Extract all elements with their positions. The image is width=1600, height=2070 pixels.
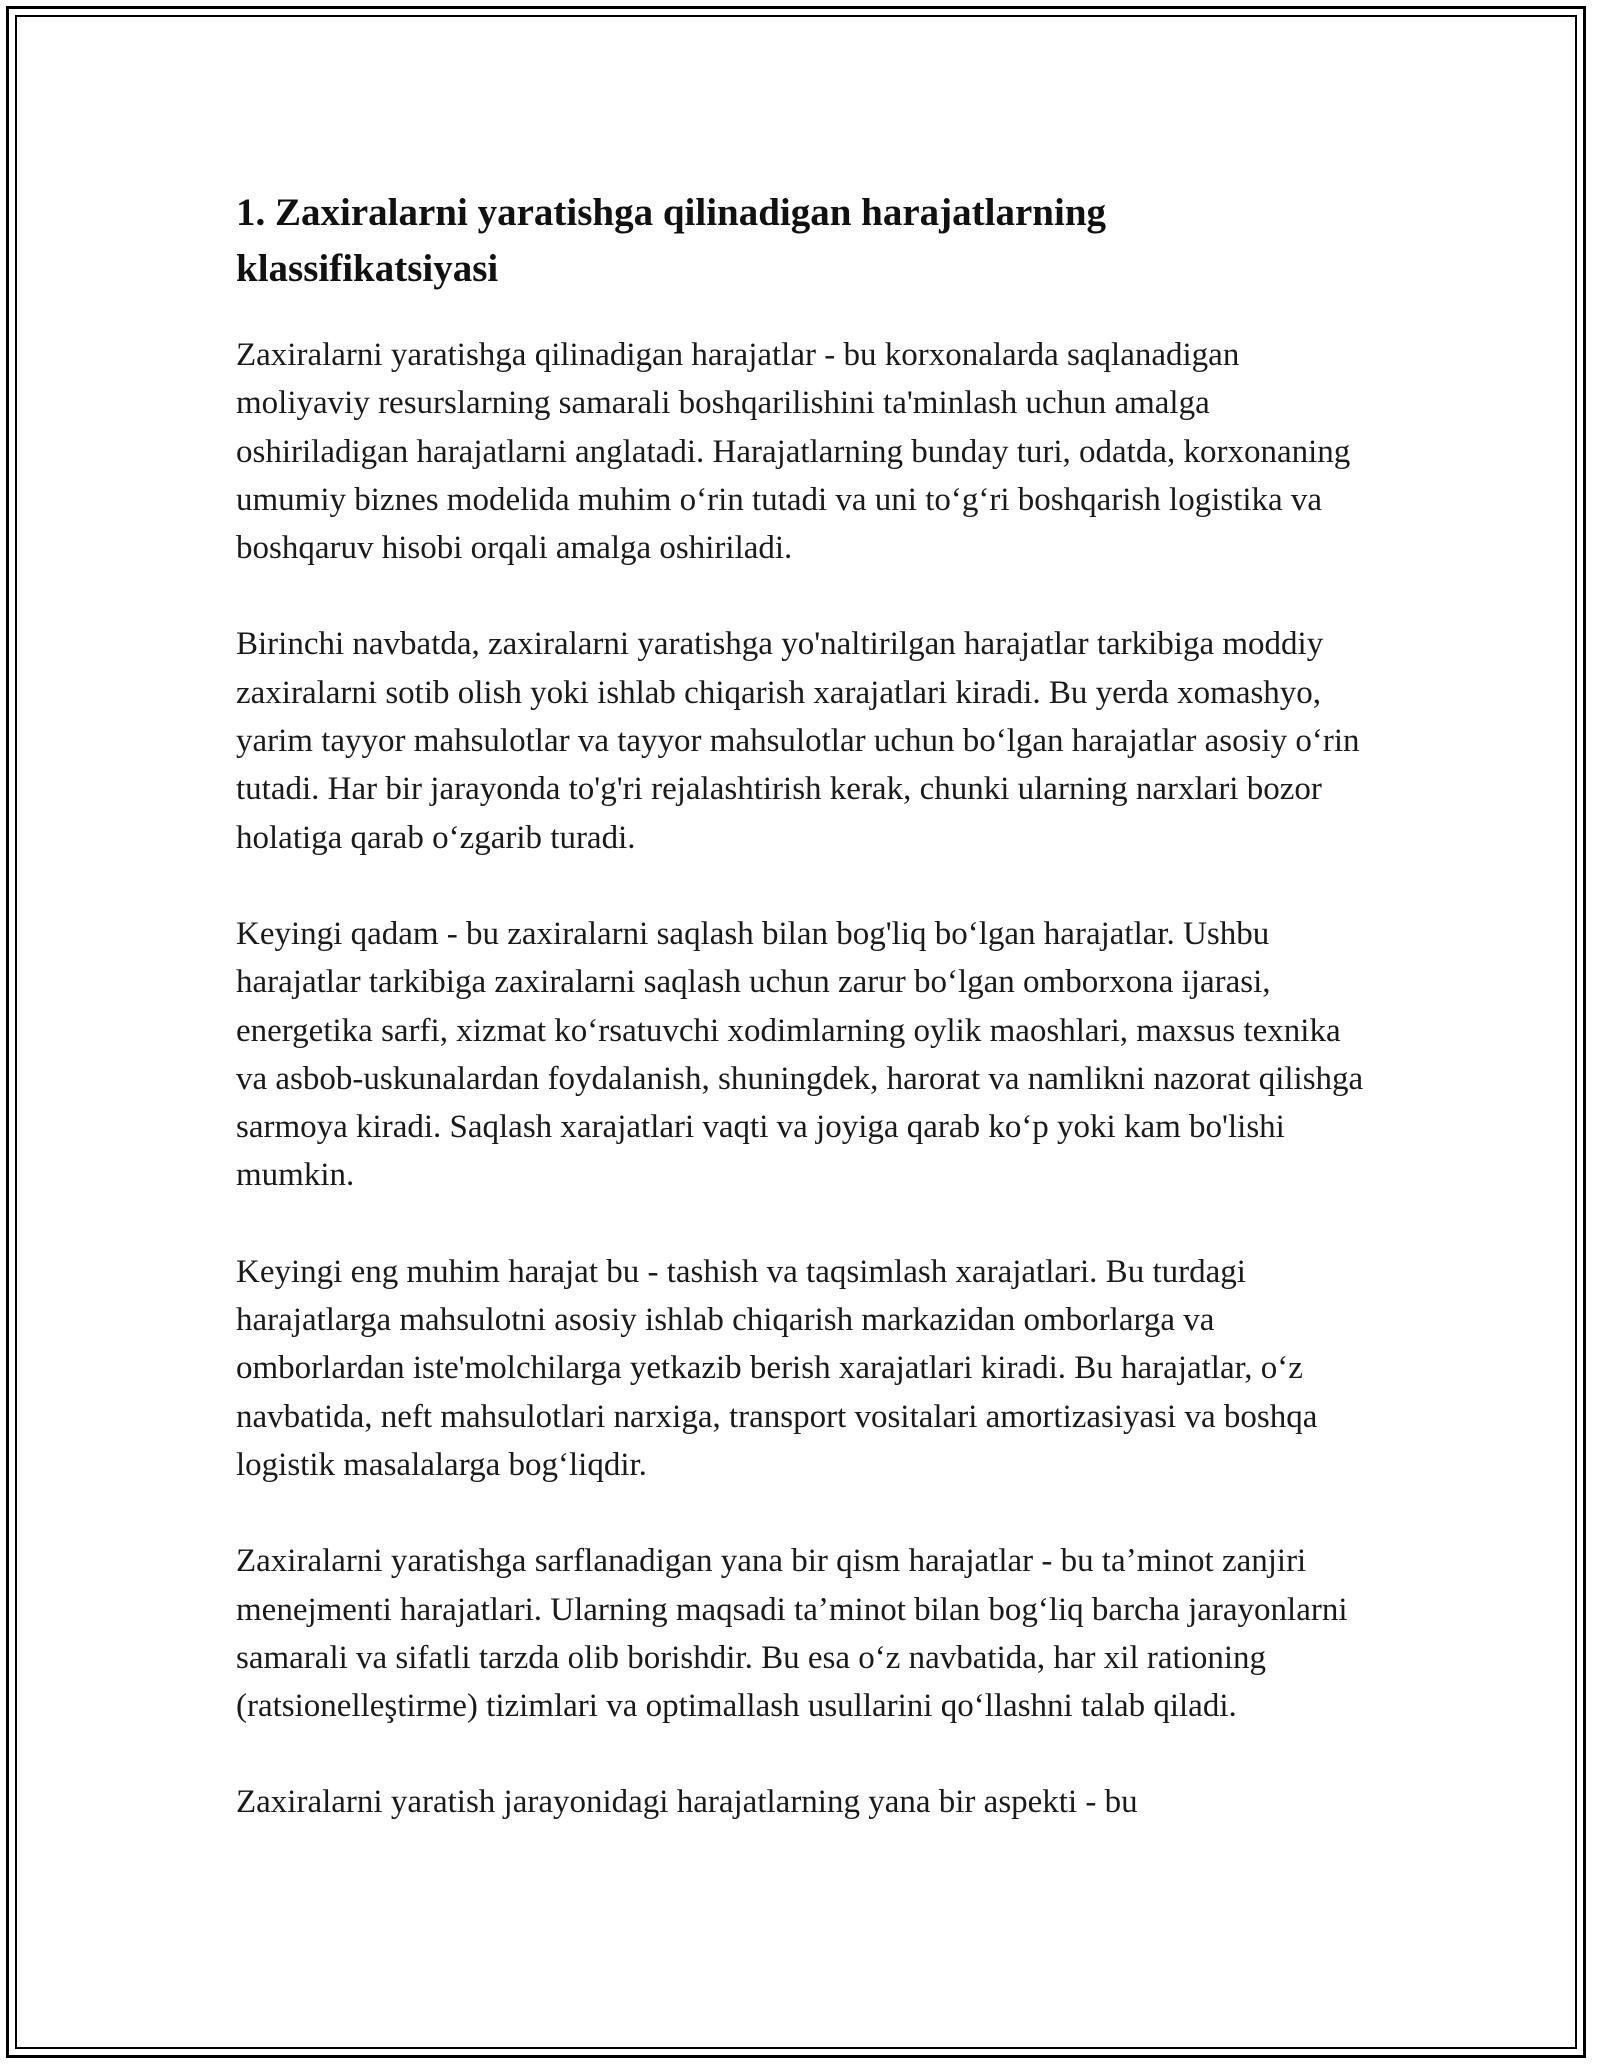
paragraph-storage-costs: Keyingi qadam - bu zaxiralarni saqlash bilan bog'liq boʻlgan harajatlar. Ushbu harajatlar tarkibiga zaxiralarni saqlash uchun zarur boʻlgan omborxona ijarasi, energetika sarfi, xizmat koʻrsatuvchi xodimlarning oylik maoshlari, maxsus texnika va asbob-uskunalardan foydalanish, shuningdek, harorat va namlikni nazorat qilishga sarmoya kiradi. Saqlash xarajatlari vaqti va joyiga qarab koʻp yoki kam bo'lishi mumkin.: [236, 915, 1364, 1194]
paragraph-definition: Zaxiralarni yaratishga qilinadigan harajatlar - bu korxonalarda saqlanadigan moliyaviy resurslarning samarali boshqarilishini ta'minlash uchun amalga oshiriladigan harajatlarni anglatadi. Harajatlarning bunday turi, odatda, korxonaning umumiy biznes modelida muhim oʻrin tutadi va uni toʻgʻri boshqarish logistika va boshqaruv hisobi orqali amalga oshiriladi.: [236, 337, 1351, 567]
paragraph-acquisition-costs: Birinchi navbatda, zaxiralarni yaratishga yo'naltirilgan harajatlar tarkibiga moddiy zaxiralarni sotib olish yoki ishlab chiqarish xarajatlari kiradi. Bu yerda xomashyo, yarim tayyor mahsulotlar va tayyor mahsulotlar uchun boʻlgan harajatlar asosiy oʻrin tutadi. Har bir jarayonda to'g'ri rejalashtirish kerak, chunki ularning narxlari bozor holatiga qarab oʻzgarib turadi.: [236, 626, 1360, 856]
paragraph-transport-costs: Keyingi eng muhim harajat bu - tashish va taqsimlash xarajatlari. Bu turdagi harajatlarga mahsulotni asosiy ishlab chiqarish markazidan omborlarga va omborlardan iste'molchilarga yetkazib berish xarajatlari kiradi. Bu harajatlar, oʻz navbatida, neft mahsulotlari narxiga, transport vositalari amortizasiyasi va boshqa logistik masalalarga bogʻliqdir.: [236, 1253, 1318, 1483]
document-body: [236, 185, 1376, 1875]
paragraph-supply-chain-costs: Zaxiralarni yaratishga sarflanadigan yana bir qism harajatlar - bu taʼminot zanjiri menejmenti harajatlari. Ularning maqsadi taʼminot bilan bogʻliq barcha jarayonlarni samarali va sifatli tarzda olib borishdir. Bu esa oʻz navbatida, har xil rationing (ratsionelleştirme) tizimlari va optimallash usullarini qoʻllashni talab qiladi.: [236, 1543, 1348, 1725]
section-title: 1. Zaxiralarni yaratishga qilinadigan harajatlarning klassifikatsiyasi: [236, 191, 1107, 290]
paragraph-other-aspect: Zaxiralarni yaratish jarayonidagi harajatlarning yana bir aspekti - bu: [236, 1784, 1138, 1821]
